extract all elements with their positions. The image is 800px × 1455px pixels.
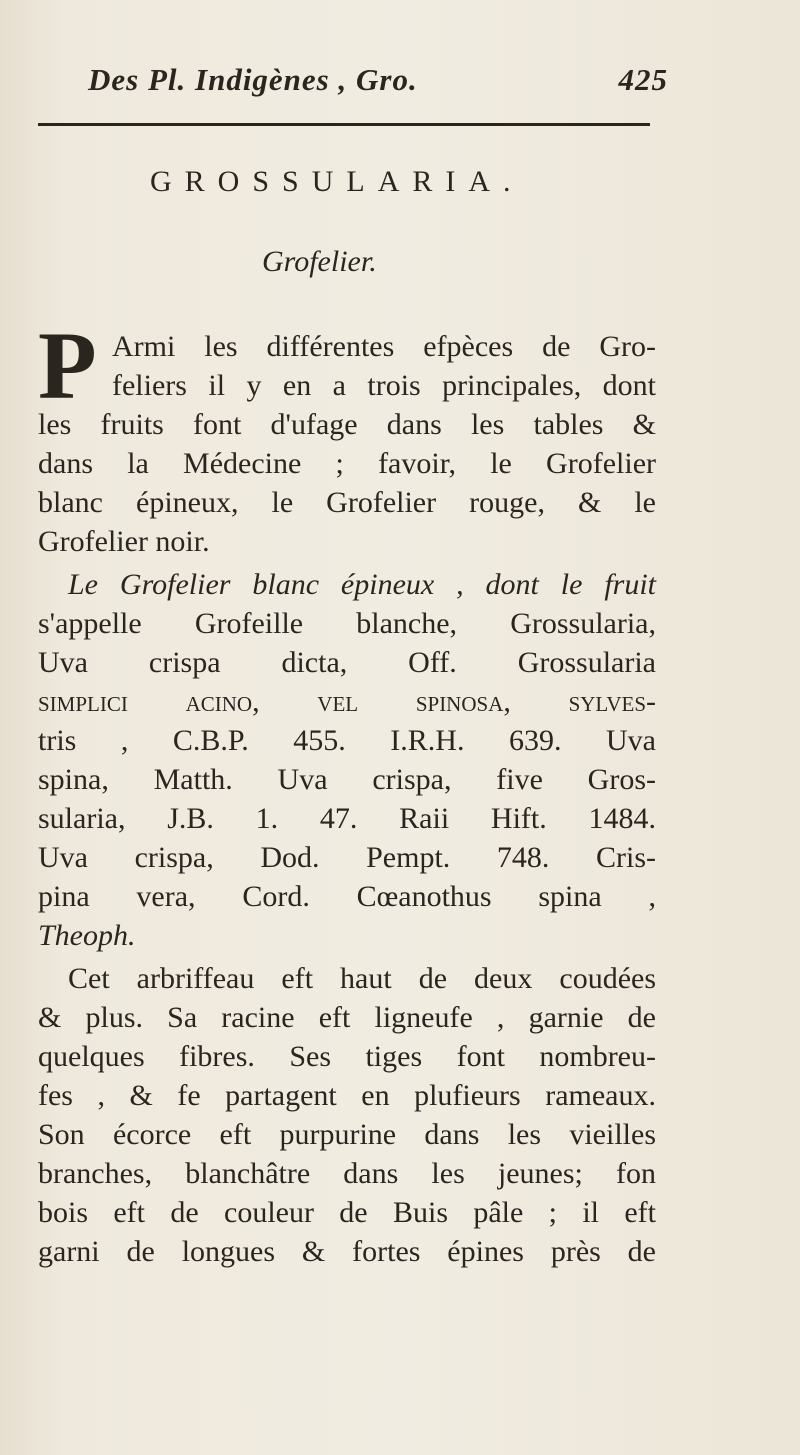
- text-line: bois eft de couleur de Buis pâle ; il eft: [38, 1196, 656, 1229]
- text-line: Le Grofelier blanc épineux , dont le fruit: [68, 568, 656, 601]
- text-line: feliers il y en a trois principales, dont: [112, 369, 656, 402]
- text-line: Son écorce eft purpurine dans les vieilles: [38, 1118, 656, 1151]
- running-head: [88, 62, 668, 98]
- text-line: dans la Médecine ; favoir, le Grofelier: [38, 447, 656, 480]
- section-title: GROSSULARIA.: [150, 165, 524, 198]
- page-number: 425: [618, 62, 668, 97]
- text-line: simplici acino, vel spinosa, sylves-: [38, 685, 656, 718]
- text-line: Uva crispa, Dod. Pempt. 748. Cris-: [38, 841, 656, 874]
- text-line: & plus. Sa racine eft ligneufe , garnie de: [38, 1001, 656, 1034]
- text-line: les fruits font d'ufage dans les tables &: [38, 408, 656, 441]
- text-line: spina, Matth. Uva crispa, five Gros-: [38, 763, 656, 796]
- text-line: Theoph.: [38, 919, 136, 952]
- text-line: pina vera, Cord. Cœanothus spina ,: [38, 880, 656, 913]
- text-line: blanc épineux, le Grofelier rouge, & le: [38, 486, 656, 519]
- text-line: Armi les différentes efpèces de Gro-: [112, 330, 656, 363]
- text-line: tris , C.B.P. 455. I.R.H. 639. Uva: [38, 724, 656, 757]
- drop-cap: P: [38, 312, 97, 419]
- text-line: Grofelier noir.: [38, 525, 210, 558]
- text-line: s'appelle Grofeille blanche, Grossularia,: [38, 607, 656, 640]
- text-line: garni de longues & fortes épines près de: [38, 1235, 656, 1268]
- header-rule: [38, 123, 650, 126]
- text-line: branches, blanchâtre dans les jeunes; fon: [38, 1157, 656, 1190]
- text-line: quelques fibres. Ses tiges font nombreu-: [38, 1040, 656, 1073]
- subtitle: Grofelier.: [262, 245, 377, 278]
- text-line: Cet arbriffeau eft haut de deux coudées: [68, 962, 656, 995]
- text-line: fes , & fe partagent en plufieurs rameaux.: [38, 1079, 656, 1112]
- text-line: sularia, J.B. 1. 47. Raii Hift. 1484.: [38, 802, 656, 835]
- text-line: Uva crispa dicta, Off. Grossularia: [38, 646, 656, 679]
- running-head-title: Des Pl. Indigènes , Gro.: [88, 62, 418, 97]
